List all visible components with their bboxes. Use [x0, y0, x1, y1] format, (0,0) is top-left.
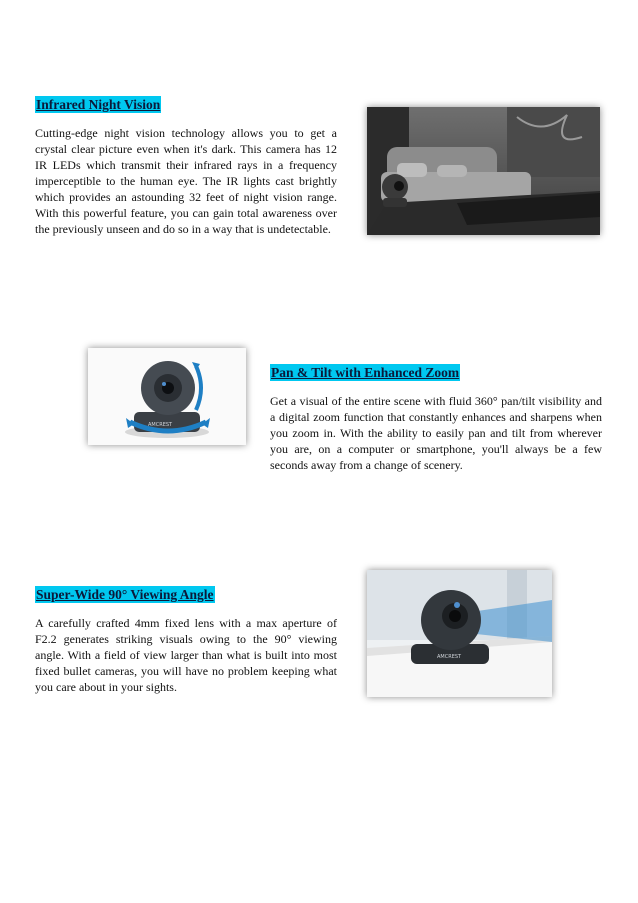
section-body: A carefully crafted 4mm fixed lens with a max aperture of F2.2 generates striking visuals owing to the 90° viewing angle. With a field of view larger than what is built into most fixed bullet cameras, you will have no problem keeping what you care about in your sights. [35, 616, 337, 694]
svg-text:AMCREST: AMCREST [148, 422, 173, 428]
night-vision-photo [367, 107, 600, 235]
section-heading: Infrared Night Vision [36, 97, 161, 112]
section-body: Cutting-edge night vision technology allows you to get a crystal clear picture even when it's dark. This camera has 12 IR LEDs which transmit their infrared rays in a frequency imperceptible to the human eye. The IR lights cast brightly which provides an astounding 32 feet of night vision range. With this powerful feature, you can gain total awareness over the previously unseen and do so in a way that is undetectable. [35, 126, 337, 236]
section-super-wide-viewing-angle [35, 586, 337, 695]
section-heading: Super-Wide 90° Viewing Angle [36, 587, 214, 602]
pan-tilt-photo [88, 348, 246, 445]
section-heading: Pan & Tilt with Enhanced Zoom [271, 365, 460, 380]
section-body: Get a visual of the entire scene with fluid 360° pan/tilt visibility and a digital zoom function that constantly enhances and sharpens when you zoom in. With the ability to easily pan and tilt from wherever you are, on a computer or smartphone, you'll always be a few seconds away from a change of scenery. [270, 394, 602, 472]
section-pan-tilt-zoom [270, 364, 602, 473]
svg-text:AMCREST: AMCREST [437, 654, 462, 660]
viewing-angle-photo [367, 570, 552, 697]
section-infrared-night-vision [35, 96, 337, 237]
